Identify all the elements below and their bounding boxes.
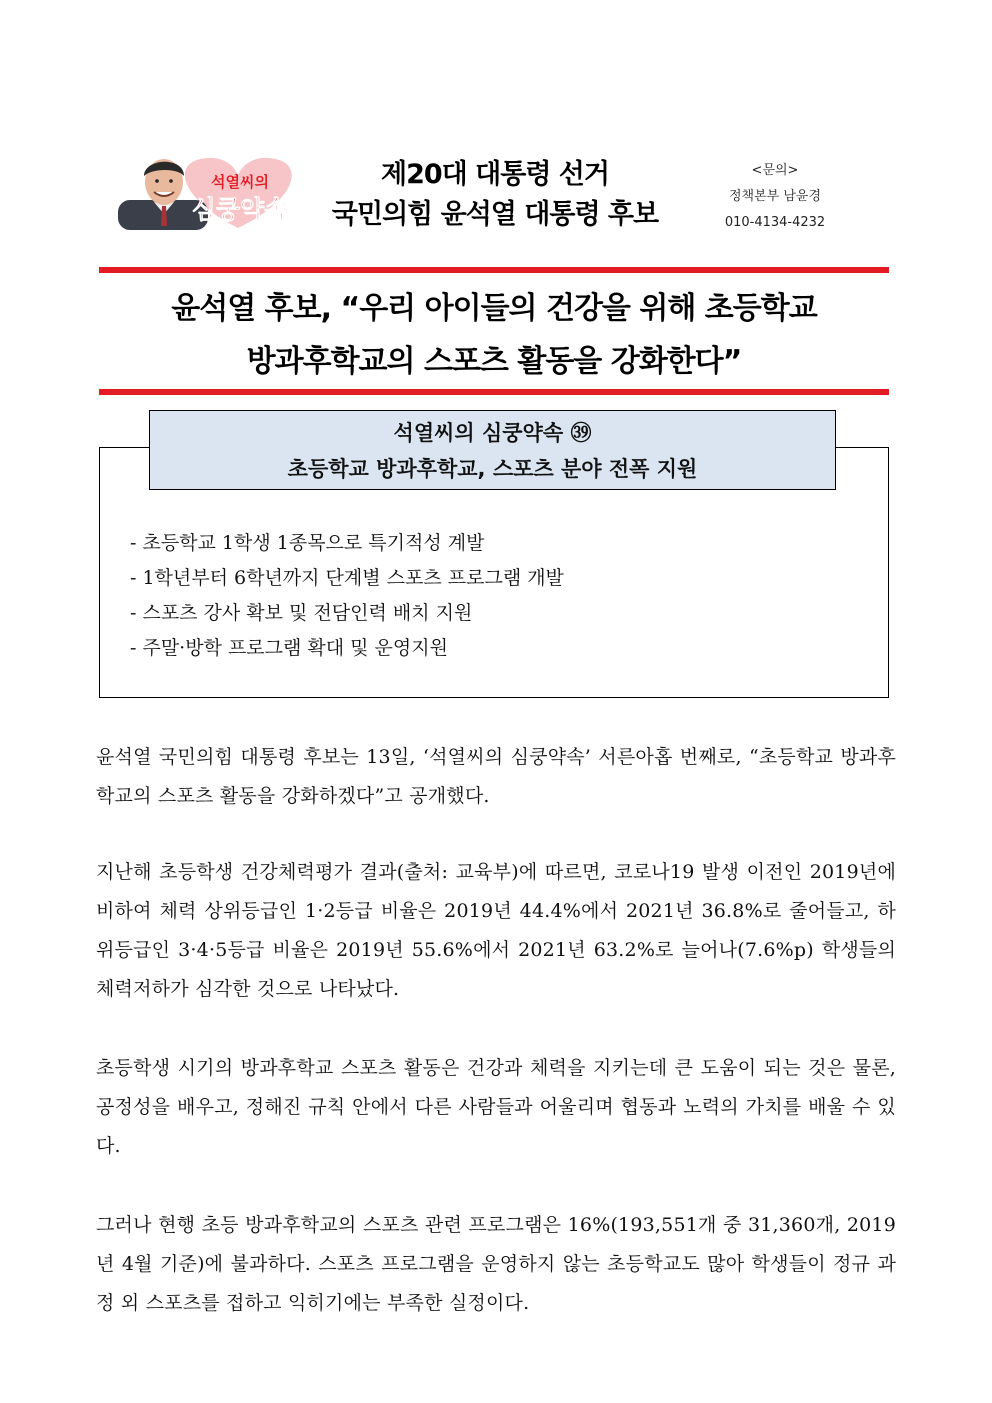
bottom-red-divider [99,389,889,395]
pledge-item: - 주말·방학 프로그램 확대 및 운영지원 [130,637,448,659]
contact-phone: 010-4134-4232 [724,215,826,230]
contact-name: 정책본부 남윤경 [728,189,822,204]
pledge-title-line1: 석열씨의 심쿵약속 ㊴ [393,421,592,445]
pledge-item: - 초등학교 1학생 1종목으로 특기적성 계발 [130,532,485,554]
contact-info [690,158,860,236]
logo-text-top: 석열씨의 [211,173,269,191]
contact-label: <문의> [751,163,799,178]
headline [99,282,889,388]
document-header-title [330,155,660,235]
pledge-item: - 스포츠 강사 확보 및 전담인력 배치 지원 [130,602,473,624]
header-title-line1: 제20대 대통령 선거 [381,159,609,190]
headline-line2: 방과후학교의 스포츠 활동을 강화한다” [246,344,742,379]
body-paragraph-2: 지난해 초등학생 건강체력평가 결과(출처: 교육부)에 따르면, 코로나19 발생 이전인 2019년에 비하여 체력 상위등급인 1·2등급 비율은 2019년 44.4%에서 2021년 36.8%로 줄어들고, 하위등급인 3·4·5등급 비율은 2019년 55.6%에서 2021년 63.2%로 늘어나(7.6%p) 학생들의 체력저하가 심각한 것으로 나타났다. [96,861,896,1000]
top-red-divider [99,267,889,273]
logo-text-bottom: 심쿵약속 [191,195,289,224]
headline-line1: 윤석열 후보, “우리 아이들의 건강을 위해 초등학교 [171,291,817,326]
pledge-title-line2: 초등학교 방과후학교, 스포츠 분야 전폭 지원 [287,457,698,481]
pledge-list [130,526,870,666]
pledge-title-box [149,410,836,490]
body-paragraph-1: 윤석열 국민의힘 대통령 후보는 13일, ‘석열씨의 심쿵약속’ 서른아홉 번째로, “초등학교 방과후학교의 스포츠 활동을 강화하겠다”고 공개했다. [96,746,896,807]
campaign-logo [118,150,308,230]
body-paragraph-3: 초등학생 시기의 방과후학교 스포츠 활동은 건강과 체력을 지키는데 큰 도움이 되는 것은 물론, 공정성을 배우고, 정해진 규칙 안에서 다른 사람들과 어울리며 협동과 노력의 가치를 배울 수 있다. [96,1057,896,1157]
pledge-item: - 1학년부터 6학년까지 단계별 스포츠 프로그램 개발 [130,567,564,589]
header-title-line2: 국민의힘 윤석열 대통령 후보 [331,199,659,230]
body-paragraph-4: 그러나 현행 초등 방과후학교의 스포츠 관련 프로그램은 16%(193,551개 중 31,360개, 2019년 4월 기준)에 불과하다. 스포츠 프로그램을 운영하지 않는 초등학교도 많아 학생들이 정규 과정 외 스포츠를 접하고 익히기에는 부족한 실정이다. [96,1214,896,1314]
